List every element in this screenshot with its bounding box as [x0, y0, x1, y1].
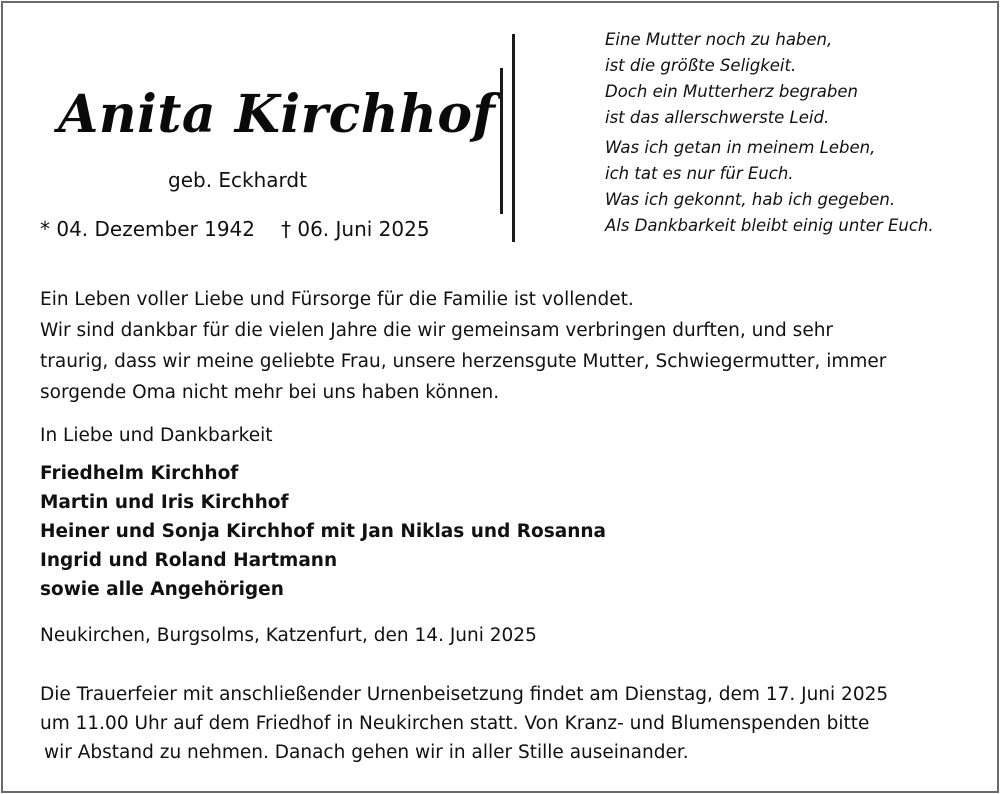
- family-member: sowie alle Angehörigen: [40, 579, 284, 600]
- life-dates: [40, 217, 430, 241]
- poem-line: Eine Mutter noch zu haben,: [605, 30, 833, 49]
- poem-line: Als Dankbarkeit bleibt einig unter Euch.: [605, 216, 934, 235]
- poem-stanza-1: [605, 27, 934, 131]
- poem-line: Doch ein Mutterherz begraben: [605, 82, 858, 101]
- poem-line: Was ich getan in meinem Leben,: [605, 138, 876, 157]
- divider-line-short: [500, 68, 503, 214]
- poem-stanza-2: [605, 135, 934, 239]
- poem-line: ist das allerschwerste Leid.: [605, 108, 830, 127]
- birth-date: * 04. Dezember 1942: [40, 217, 255, 241]
- maiden-name: geb. Eckhardt: [168, 168, 307, 192]
- poem-line: ist die größte Seligkeit.: [605, 56, 797, 75]
- funeral-line: um 11.00 Uhr auf dem Friedhof in Neukirchen statt. Von Kranz- und Blumenspenden bitte: [40, 713, 870, 734]
- family-member: Ingrid und Roland Hartmann: [40, 550, 338, 571]
- funeral-line: Die Trauerfeier mit anschließender Urnenbeisetzung findet am Dienstag, dem 17. Juni 2025: [40, 684, 889, 705]
- family-list: [40, 459, 606, 604]
- poem-line: Was ich gekonnt, hab ich gegeben.: [605, 190, 896, 209]
- family-member: Martin und Iris Kirchhof: [40, 492, 289, 513]
- death-date: † 06. Juni 2025: [281, 217, 430, 241]
- intro-line: Wir sind dankbar für die vielen Jahre die wir gemeinsam verbringen durften, und sehr: [40, 320, 834, 341]
- intro-paragraph: [40, 284, 886, 408]
- intro-line: sorgende Oma nicht mehr bei uns haben können.: [40, 382, 500, 403]
- deceased-name: Anita Kirchhof: [58, 84, 496, 145]
- poem-line: ich tat es nur für Euch.: [605, 164, 794, 183]
- family-member: Heiner und Sonja Kirchhof mit Jan Niklas und Rosanna: [40, 521, 607, 542]
- poem: [605, 27, 934, 239]
- funeral-info: [40, 680, 888, 767]
- intro-line: traurig, dass wir meine geliebte Frau, unsere herzensgute Mutter, Schwiegermutter, immer: [40, 351, 887, 372]
- funeral-line: wir Abstand zu nehmen. Danach gehen wir in aller Stille auseinander.: [44, 742, 689, 763]
- place-date: Neukirchen, Burgsolms, Katzenfurt, den 14. Juni 2025: [40, 625, 537, 646]
- love-line: In Liebe und Dankbarkeit: [40, 425, 273, 446]
- family-member: Friedhelm Kirchhof: [40, 463, 239, 484]
- divider-line-long: [512, 34, 515, 242]
- intro-line: Ein Leben voller Liebe und Fürsorge für die Familie ist vollendet.: [40, 289, 634, 310]
